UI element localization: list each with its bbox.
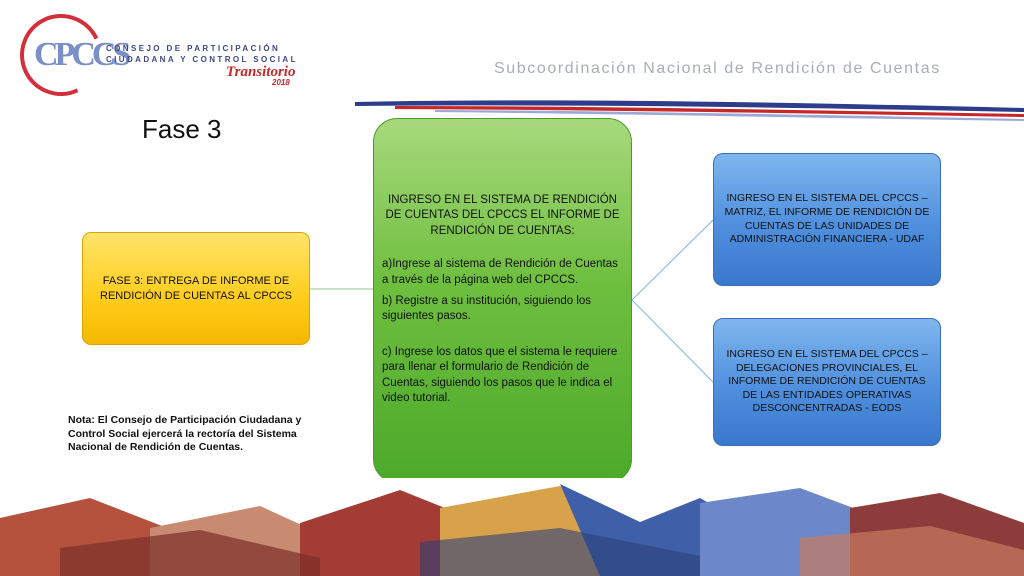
header-subtitle: Subcoordinación Nacional de Rendición de Cuentas: [494, 60, 941, 77]
footnote: Nota: El Consejo de Participación Ciudadana y Control Social ejercerá la rectoría del Sistema Nacional de Rendición de Cuentas.: [68, 414, 302, 454]
branch-udaf-box: INGRESO EN EL SISTEMA DEL CPCCS – MATRIZ, EL INFORME DE RENDICIÓN DE CUENTAS DE LAS UNIDADES DE ADMINISTRACIÓN FINANCIERA - UDAF: [713, 153, 941, 286]
central-box: [373, 118, 632, 483]
logo-line-1: CONSEJO DE PARTICIPACIÓN: [106, 44, 281, 53]
connector-central-to-eods: [632, 300, 713, 382]
connector-central-to-udaf: [632, 220, 713, 300]
decorative-photo-banner: [0, 478, 1024, 576]
central-box-heading: INGRESO EN EL SISTEMA DE RENDICIÓN DE CUENTAS DEL CPCCS EL INFORME DE RENDICIÓN DE CUENTAS:: [385, 194, 620, 237]
cpccs-logo: [20, 14, 310, 94]
phase-box: FASE 3: ENTREGA DE INFORME DE RENDICIÓN DE CUENTAS AL CPCCS: [82, 232, 310, 345]
logo-mark: CPCCS: [34, 36, 128, 73]
logo-line-2: CIUDADANA Y CONTROL SOCIAL: [106, 55, 298, 64]
slide-title: Fase 3: [142, 114, 222, 144]
central-step-a: a)Ingrese al sistema de Rendición de Cuentas a través de la página web del CPCCS.: [382, 258, 618, 286]
central-step-b: b) Registre a su institución, siguiendo los siguientes pasos.: [382, 295, 592, 323]
branch-eods-box: INGRESO EN EL SISTEMA DEL CPCCS – DELEGACIONES PROVINCIALES, EL INFORME DE RENDICIÓN DE CUENTAS DE LAS ENTIDADES OPERATIVAS DESCONCENTRADAS - EODS: [713, 318, 941, 446]
logo-line-4: 2018: [272, 78, 290, 87]
central-step-c: c) Ingrese los datos que el sistema le requiere para llenar el formulario de Rendición de Cuentas, siguiendo los pasos que le indica el video tutorial.: [382, 345, 618, 405]
logo-line-3: Transitorio: [226, 64, 296, 80]
